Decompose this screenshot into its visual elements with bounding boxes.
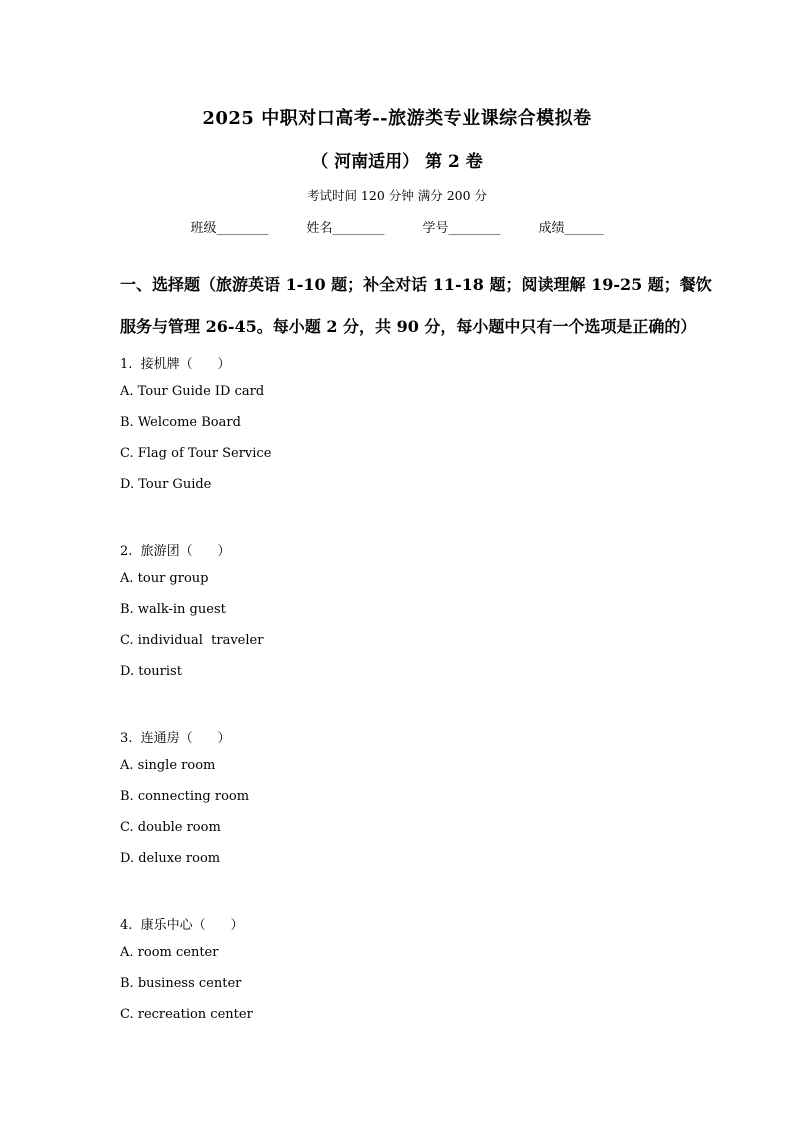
question-stem: 4. 康乐中心（ ） [120, 918, 244, 933]
option-c: C. recreation center [120, 1007, 253, 1022]
section-heading-line-1: 一、选择题（旅游英语 1-10 题；补全对话 11-18 题；阅读理解 19-25 题；餐饮 [120, 275, 712, 294]
option-c: C. individual traveler [120, 633, 264, 648]
option-b: B. business center [120, 976, 242, 991]
section-heading [120, 264, 712, 348]
name-field: 姓名________ [306, 221, 385, 236]
option-c: C. double room [120, 820, 221, 835]
option-b: B. Welcome Board [120, 415, 241, 430]
question-stem: 2. 旅游团（ ） [120, 544, 231, 559]
option-a: A. tour group [120, 571, 209, 586]
student-info-fields [0, 217, 794, 236]
option-d: D. deluxe room [120, 851, 221, 866]
option-d: D. Tour Guide [120, 477, 212, 492]
option-b: B. walk-in guest [120, 602, 226, 617]
option-c: C. Flag of Tour Service [120, 446, 272, 461]
score-field: 成绩______ [538, 221, 604, 236]
exam-subtitle: （ 河南适用） 第 2 卷 [311, 152, 483, 172]
option-a: A. single room [120, 758, 216, 773]
exam-time-score: 考试时间 120 分钟 满分 200 分 [306, 188, 488, 203]
option-d: D. tourist [120, 664, 182, 679]
exam-title: 2025 中职对口高考--旅游类专业课综合模拟卷 [202, 108, 592, 129]
question-stem: 3. 连通房（ ） [120, 731, 231, 746]
question-stem: 1. 接机牌（ ） [120, 357, 231, 372]
option-b: B. connecting room [120, 789, 250, 804]
option-a: A. Tour Guide ID card [120, 384, 265, 399]
option-a: A. room center [120, 945, 219, 960]
section-heading-line-2: 服务与管理 26-45。每小题 2 分，共 90 分，每小题中只有一个选项是正确的） [120, 317, 697, 336]
class-field: 班级________ [190, 221, 269, 236]
student-id-field: 学号________ [422, 221, 501, 236]
